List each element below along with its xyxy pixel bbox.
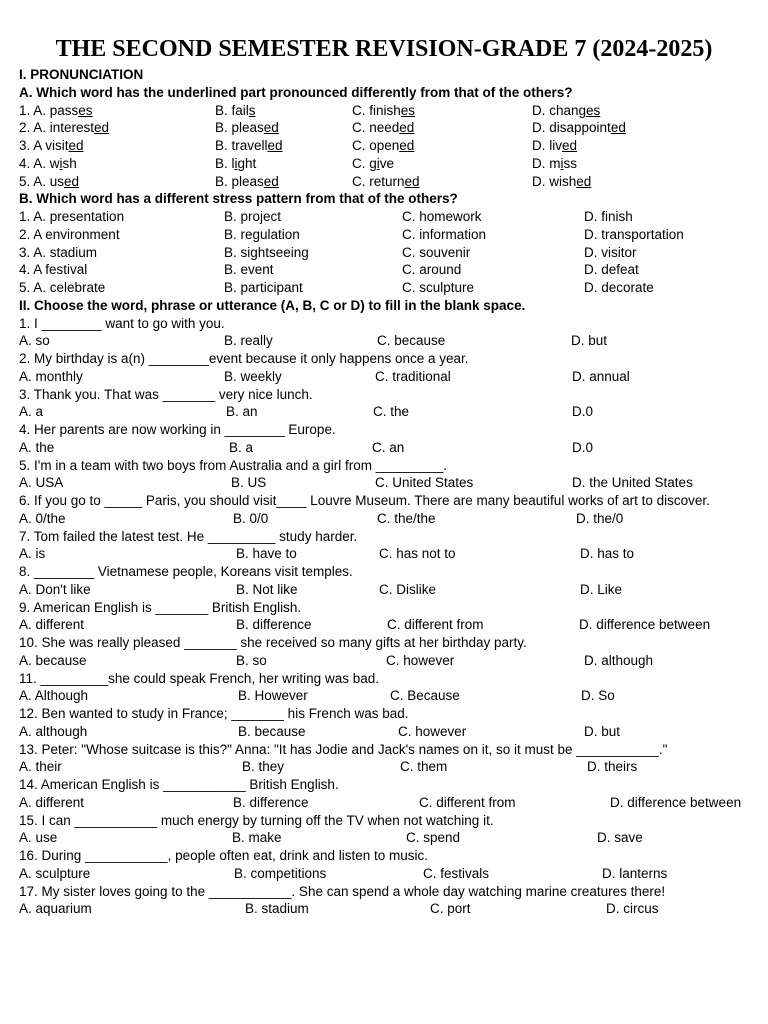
answer-option: A. aquarium bbox=[19, 901, 92, 917]
answer-option: D. annual bbox=[572, 368, 630, 384]
answer-option: D.0 bbox=[572, 404, 594, 420]
underlined-sound: ed bbox=[404, 173, 420, 189]
underlined-sound: ed bbox=[64, 173, 80, 189]
answer-option: A. different bbox=[19, 617, 85, 633]
question-text: 2. My birthday is a(n) ________event because it only happens once a year. bbox=[19, 351, 469, 366]
question-stem bbox=[19, 670, 379, 688]
option-text: B. pleas bbox=[215, 120, 264, 136]
section-heading-text: I. PRONUNCIATION bbox=[19, 67, 144, 82]
answer-option: A. although bbox=[19, 723, 88, 739]
answer-option: B. because bbox=[238, 723, 306, 739]
answer-option bbox=[215, 102, 256, 120]
underlined-sound: es bbox=[586, 102, 601, 118]
answer-option: D. difference between bbox=[579, 617, 711, 633]
answer-option: B. difference bbox=[236, 617, 312, 633]
answer-option: D. but bbox=[584, 723, 621, 739]
underlined-sound: i bbox=[376, 155, 380, 171]
answer-option bbox=[19, 155, 77, 173]
question-stem bbox=[19, 563, 353, 581]
answer-option: C. has not to bbox=[379, 546, 456, 562]
answer-option: C. traditional bbox=[375, 368, 451, 384]
answer-option: C. different from bbox=[419, 794, 516, 810]
part-heading bbox=[19, 190, 458, 208]
answer-option: A. so bbox=[19, 333, 50, 349]
answer-option: A. because bbox=[19, 652, 87, 668]
answer-option bbox=[352, 137, 414, 155]
question-stem bbox=[19, 599, 301, 617]
answer-option bbox=[352, 173, 420, 191]
question-text: 7. Tom failed the latest test. He _________ study harder. bbox=[19, 528, 358, 544]
question-text: 8. ________ Vietnamese people, Koreans visit temples. bbox=[19, 564, 353, 579]
answer-option: D. has to bbox=[580, 546, 635, 562]
section-heading bbox=[19, 297, 525, 315]
option-text: 3. A visit bbox=[19, 138, 69, 153]
answer-option: D. although bbox=[584, 652, 654, 668]
option-text: ve bbox=[379, 155, 395, 171]
option-text: B. travell bbox=[215, 138, 268, 153]
underlined-sound: ed bbox=[562, 138, 578, 153]
answer-option: B. have to bbox=[236, 546, 297, 562]
answer-option: C. festivals bbox=[423, 865, 490, 881]
answer-option: B. difference bbox=[233, 794, 309, 810]
question-stem bbox=[19, 528, 357, 546]
answer-option: C. an bbox=[372, 439, 405, 455]
answer-option bbox=[215, 155, 256, 173]
question-text: 5. I'm in a team with two boys from Australia and a girl from _________. bbox=[19, 457, 448, 473]
underlined-sound: s bbox=[248, 102, 256, 118]
question-text: 3. Thank you. That was _______ very nice lunch. bbox=[19, 386, 313, 402]
answer-option: C. the bbox=[373, 404, 410, 420]
answer-option: 3. A. stadium bbox=[19, 244, 98, 260]
answer-option: B. stadium bbox=[245, 901, 309, 917]
question-text: 11. _________she could speak French, her writing was bad. bbox=[19, 670, 379, 686]
option-text: 4. A. w bbox=[19, 155, 60, 171]
underlined-sound: es bbox=[78, 102, 93, 118]
answer-option: D. visitor bbox=[584, 244, 637, 260]
answer-option: D. finish bbox=[584, 209, 633, 224]
question-stem bbox=[19, 421, 336, 439]
question-stem bbox=[19, 457, 447, 475]
question-text: 1. I ________ want to go with you. bbox=[19, 315, 225, 331]
option-text: B. fail bbox=[215, 102, 249, 118]
answer-option: A. USA bbox=[19, 475, 64, 491]
answer-option: B. US bbox=[231, 475, 267, 491]
answer-option bbox=[215, 173, 279, 191]
question-text: 13. Peter: "Whose suitcase is this?" Anna: "It has Jodie and Jack's names on it, so it must be ___________." bbox=[19, 741, 668, 757]
answer-option: B. competitions bbox=[234, 865, 327, 881]
option-text: C. finish bbox=[352, 102, 401, 118]
question-text: 4. Her parents are now working in ________ Europe. bbox=[19, 422, 336, 437]
option-text: B. l bbox=[215, 155, 235, 171]
answer-option: B. really bbox=[224, 333, 273, 349]
question-text: 12. Ben wanted to study in France; _______ his French was bad. bbox=[19, 706, 409, 721]
underlined-sound: ed bbox=[399, 120, 415, 136]
answer-option: D. but bbox=[571, 333, 608, 349]
answer-option: B. project bbox=[224, 209, 282, 224]
answer-option bbox=[352, 155, 394, 173]
option-text: D. liv bbox=[532, 138, 562, 153]
underlined-sound: i bbox=[560, 155, 564, 171]
part-heading bbox=[19, 84, 573, 102]
option-text: B. pleas bbox=[215, 173, 264, 189]
answer-option bbox=[352, 119, 414, 137]
answer-option: D. lanterns bbox=[602, 865, 668, 881]
underlined-sound: i bbox=[59, 155, 63, 171]
part-heading-text: A. Which word has the underlined part pronounced differently from that of the others? bbox=[19, 84, 573, 100]
answer-option: D. the/0 bbox=[576, 510, 624, 526]
answer-option: C. because bbox=[377, 333, 446, 349]
question-stem bbox=[19, 492, 710, 510]
answer-option: C. around bbox=[402, 262, 462, 278]
answer-option bbox=[19, 119, 109, 137]
option-text: C. need bbox=[352, 120, 400, 136]
question-text: 10. She was really pleased _______ she received so many gifts at her birthday party. bbox=[19, 635, 527, 650]
answer-option: B. they bbox=[242, 759, 285, 775]
answer-option: A. their bbox=[19, 759, 62, 775]
question-text: 16. During ___________, people often eat, drink and listen to music. bbox=[19, 848, 429, 863]
answer-option: A. the bbox=[19, 439, 55, 455]
answer-option: D. save bbox=[597, 830, 643, 846]
answer-option bbox=[532, 102, 600, 120]
section-heading-text: II. Choose the word, phrase or utterance (A, B, C or D) to fill in the blank space. bbox=[19, 297, 526, 313]
answer-option: D. Like bbox=[580, 581, 623, 597]
answer-option: C. spend bbox=[406, 830, 461, 846]
question-stem bbox=[19, 776, 339, 794]
answer-option: C. the/the bbox=[377, 510, 436, 526]
answer-option bbox=[532, 155, 577, 173]
option-text: D. chang bbox=[532, 102, 587, 118]
underlined-sound: ed bbox=[68, 138, 84, 153]
answer-option bbox=[532, 119, 626, 137]
option-text: 1. A. pass bbox=[19, 102, 79, 118]
answer-option: D.0 bbox=[572, 439, 594, 455]
underlined-sound: ed bbox=[263, 173, 279, 189]
question-stem bbox=[19, 386, 313, 404]
option-text: C. open bbox=[352, 138, 400, 153]
answer-option: B. participant bbox=[224, 280, 303, 295]
option-text: 2. A. interest bbox=[19, 120, 95, 136]
answer-option: A. use bbox=[19, 830, 58, 846]
answer-option: C. souvenir bbox=[402, 244, 471, 260]
answer-option: D. defeat bbox=[584, 262, 639, 278]
part-heading-text: B. Which word has a different stress pattern from that of the others? bbox=[19, 191, 458, 207]
question-stem bbox=[19, 741, 667, 759]
answer-option: C. information bbox=[402, 226, 487, 242]
answer-option: B. event bbox=[224, 262, 274, 278]
option-text: C. g bbox=[352, 155, 377, 171]
answer-option: A. a bbox=[19, 404, 44, 420]
answer-option: B. Not like bbox=[236, 581, 298, 597]
underlined-sound: ed bbox=[94, 120, 110, 136]
answer-option: 2. A environment bbox=[19, 226, 120, 242]
answer-option: B. weekly bbox=[224, 368, 282, 384]
answer-option: C. sculpture bbox=[402, 280, 475, 295]
answer-option: D. theirs bbox=[587, 759, 638, 775]
underlined-sound: ed bbox=[267, 138, 283, 153]
answer-option: D. the United States bbox=[572, 475, 693, 491]
answer-option: D. transportation bbox=[584, 226, 684, 242]
answer-option: 4. A festival bbox=[19, 262, 88, 278]
answer-option: B. make bbox=[232, 830, 282, 846]
answer-option: A. 0/the bbox=[19, 510, 66, 526]
answer-option: C. different from bbox=[387, 617, 484, 633]
answer-option: A. Although bbox=[19, 688, 89, 704]
option-text: sh bbox=[62, 155, 77, 171]
option-text: D. wish bbox=[532, 173, 577, 189]
option-text: ss bbox=[563, 155, 577, 171]
answer-option bbox=[19, 137, 84, 155]
answer-option bbox=[532, 173, 591, 191]
answer-option bbox=[215, 119, 279, 137]
underlined-sound: es bbox=[400, 102, 416, 118]
answer-option bbox=[352, 102, 415, 120]
answer-option: B. However bbox=[238, 688, 308, 704]
answer-option: B. sightseeing bbox=[224, 244, 309, 260]
question-stem bbox=[19, 812, 494, 830]
answer-option bbox=[215, 137, 283, 155]
answer-option: C. United States bbox=[375, 475, 474, 491]
answer-option: C. Because bbox=[390, 688, 460, 704]
underlined-sound: ed bbox=[263, 120, 279, 136]
option-text: D. m bbox=[532, 155, 561, 171]
question-stem bbox=[19, 634, 527, 652]
option-text: D. disappoint bbox=[532, 120, 611, 136]
question-stem bbox=[19, 315, 225, 333]
answer-option: B. an bbox=[226, 404, 258, 420]
answer-option: A. monthly bbox=[19, 368, 83, 384]
section-heading bbox=[19, 66, 143, 84]
answer-option: C. however bbox=[398, 723, 467, 739]
option-text: ght bbox=[237, 155, 257, 171]
answer-option: C. homework bbox=[402, 209, 482, 224]
answer-option: C. port bbox=[430, 901, 471, 917]
answer-option: C. them bbox=[400, 759, 448, 775]
answer-option: D. difference between bbox=[610, 794, 742, 810]
answer-option: B. so bbox=[236, 652, 267, 668]
page-title: THE SECOND SEMESTER REVISION-GRADE 7 (2024-2025) bbox=[55, 36, 713, 62]
answer-option: B. 0/0 bbox=[233, 510, 269, 526]
question-stem bbox=[19, 847, 428, 865]
question-text: 6. If you go to _____ Paris, you should visit____ Louvre Museum. There are many beautiful works of art to discover. bbox=[19, 493, 710, 508]
underlined-sound: ed bbox=[576, 173, 592, 189]
answer-option: 5. A. celebrate bbox=[19, 280, 106, 295]
answer-option: D. decorate bbox=[584, 280, 654, 295]
answer-option: A. sculpture bbox=[19, 865, 91, 881]
question-text: 15. I can ___________ much energy by turning off the TV when not watching it. bbox=[19, 812, 494, 828]
option-text: C. return bbox=[352, 173, 405, 189]
answer-option bbox=[19, 173, 79, 191]
question-stem bbox=[19, 350, 469, 368]
question-stem bbox=[19, 883, 665, 901]
answer-option: A. different bbox=[19, 794, 85, 810]
answer-option: B. a bbox=[229, 439, 254, 455]
answer-option: D. circus bbox=[606, 901, 659, 917]
question-text: 14. American English is ___________ British English. bbox=[19, 777, 339, 792]
question-text: 9. American English is _______ British English. bbox=[19, 599, 302, 615]
answer-option: 1. A. presentation bbox=[19, 209, 125, 224]
underlined-sound: i bbox=[234, 155, 238, 171]
answer-option: D. So bbox=[581, 688, 615, 704]
option-text: 5. A. us bbox=[19, 173, 65, 189]
question-stem bbox=[19, 705, 409, 723]
question-text: 17. My sister loves going to the ___________. She can spend a whole day watching marine creatures there! bbox=[19, 883, 666, 899]
answer-option bbox=[19, 102, 93, 120]
answer-option: A. is bbox=[19, 546, 46, 562]
answer-option bbox=[532, 137, 577, 155]
underlined-sound: ed bbox=[610, 120, 626, 136]
answer-option: C. however bbox=[386, 652, 455, 668]
answer-option: A. Don't like bbox=[19, 581, 91, 597]
answer-option: B. regulation bbox=[224, 226, 300, 242]
answer-option: C. Dislike bbox=[379, 581, 437, 597]
underlined-sound: ed bbox=[399, 138, 415, 153]
